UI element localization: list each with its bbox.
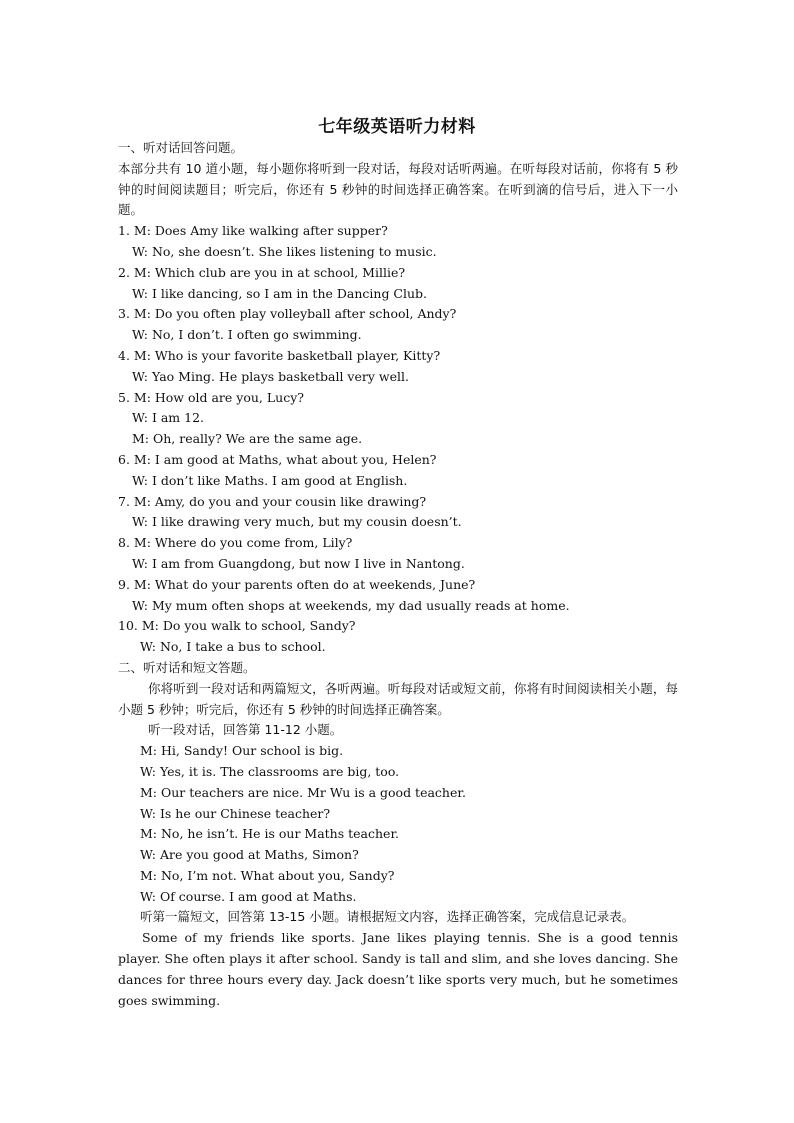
item-1-question: 1. M: Does Amy like walking after supper? bbox=[118, 223, 388, 239]
dialogue-line: W: Is he our Chinese teacher? bbox=[140, 805, 331, 821]
section1-items bbox=[118, 221, 678, 658]
dialogue-line: M: No, I’m not. What about you, Sandy? bbox=[140, 867, 395, 883]
item-5-question: 5. M: How old are you, Lucy? bbox=[118, 389, 304, 405]
passage-text: Some of my friends like sports. Jane likes playing tennis. She is a good tennis player. She often plays it after school. Sandy is tall and slim, and she loves dancing. She dances for three hours every day. Jack doesn’t like sports very much, but he sometimes goes swimming. bbox=[118, 930, 678, 1008]
dialogue-line: W: Of course. I am good at Maths. bbox=[140, 888, 357, 904]
dialogue-intro: 听一段对话，回答第 11-12 小题。 bbox=[148, 722, 343, 738]
item-3-question: 3. M: Do you often play volleyball after school, Andy? bbox=[118, 306, 457, 322]
section2-instructions: 你将听到一段对话和两篇短文，各听两遍。听每段对话或短文前，你将有时间阅读相关小题，每小题 5 秒钟；听完后，你还有 5 秒钟的时间选择正确答案。 bbox=[118, 680, 678, 717]
dialogue-line: M: Hi, Sandy! Our school is big. bbox=[140, 743, 344, 759]
item-10-question: 10. M: Do you walk to school, Sandy? bbox=[118, 618, 356, 634]
item-7-answer: W: I like drawing very much, but my cousin doesn’t. bbox=[132, 514, 462, 530]
item-10-answer: W: No, I take a bus to school. bbox=[140, 639, 326, 655]
section2-heading: 二、听对话和短文答题。 bbox=[118, 659, 256, 675]
document-body bbox=[118, 138, 678, 1011]
section1-instructions: 本部分共有 10 道小题，每小题你将听到一段对话，每段对话听两遍。在听每段对话前，你将有 5 秒钟的时间阅读题目；听完后，你还有 5 秒钟的时间选择正确答案。在听到滴的信号后，进入下一小题。 bbox=[118, 160, 678, 218]
item-7-question: 7. M: Amy, do you and your cousin like drawing? bbox=[118, 493, 427, 509]
dialogue-line: W: Are you good at Maths, Simon? bbox=[140, 847, 359, 863]
passage-intro: 听第一篇短文，回答第 13-15 小题。请根据短文内容，选择正确答案，完成信息记录表。 bbox=[140, 909, 635, 925]
dialogue bbox=[118, 741, 678, 907]
item-5-answer: W: I am 12. bbox=[132, 410, 205, 426]
item-9-question: 9. M: What do your parents often do at weekends, June? bbox=[118, 576, 476, 592]
item-1-answer: W: No, she doesn’t. She likes listening to music. bbox=[132, 243, 437, 259]
item-4-answer: W: Yao Ming. He plays basketball very well. bbox=[132, 368, 409, 384]
dialogue-line: M: Our teachers are nice. Mr Wu is a good teacher. bbox=[140, 784, 466, 800]
dialogue-line: M: No, he isn’t. He is our Maths teacher. bbox=[140, 826, 400, 842]
section1-heading: 一、听对话回答问题。 bbox=[118, 140, 244, 155]
item-8-answer: W: I am from Guangdong, but now I live in Nantong. bbox=[132, 555, 465, 571]
page-title: 七年级英语听力材料 bbox=[318, 117, 476, 137]
dialogue-line: W: Yes, it is. The classrooms are big, too. bbox=[140, 763, 400, 779]
item-6-answer: W: I don’t like Maths. I am good at English. bbox=[132, 472, 408, 488]
item-4-question: 4. M: Who is your favorite basketball player, Kitty? bbox=[118, 347, 441, 363]
item-3-answer: W: No, I don’t. I often go swimming. bbox=[132, 327, 362, 343]
item-2-answer: W: I like dancing, so I am in the Dancing Club. bbox=[132, 285, 428, 301]
item-8-question: 8. M: Where do you come from, Lily? bbox=[118, 535, 353, 551]
item-6-question: 6. M: I am good at Maths, what about you, Helen? bbox=[118, 451, 437, 467]
item-9-answer: W: My mum often shops at weekends, my dad usually reads at home. bbox=[132, 597, 570, 613]
item-2-question: 2. M: Which club are you in at school, Millie? bbox=[118, 264, 406, 280]
item-5-followup: M: Oh, really? We are the same age. bbox=[132, 431, 363, 447]
